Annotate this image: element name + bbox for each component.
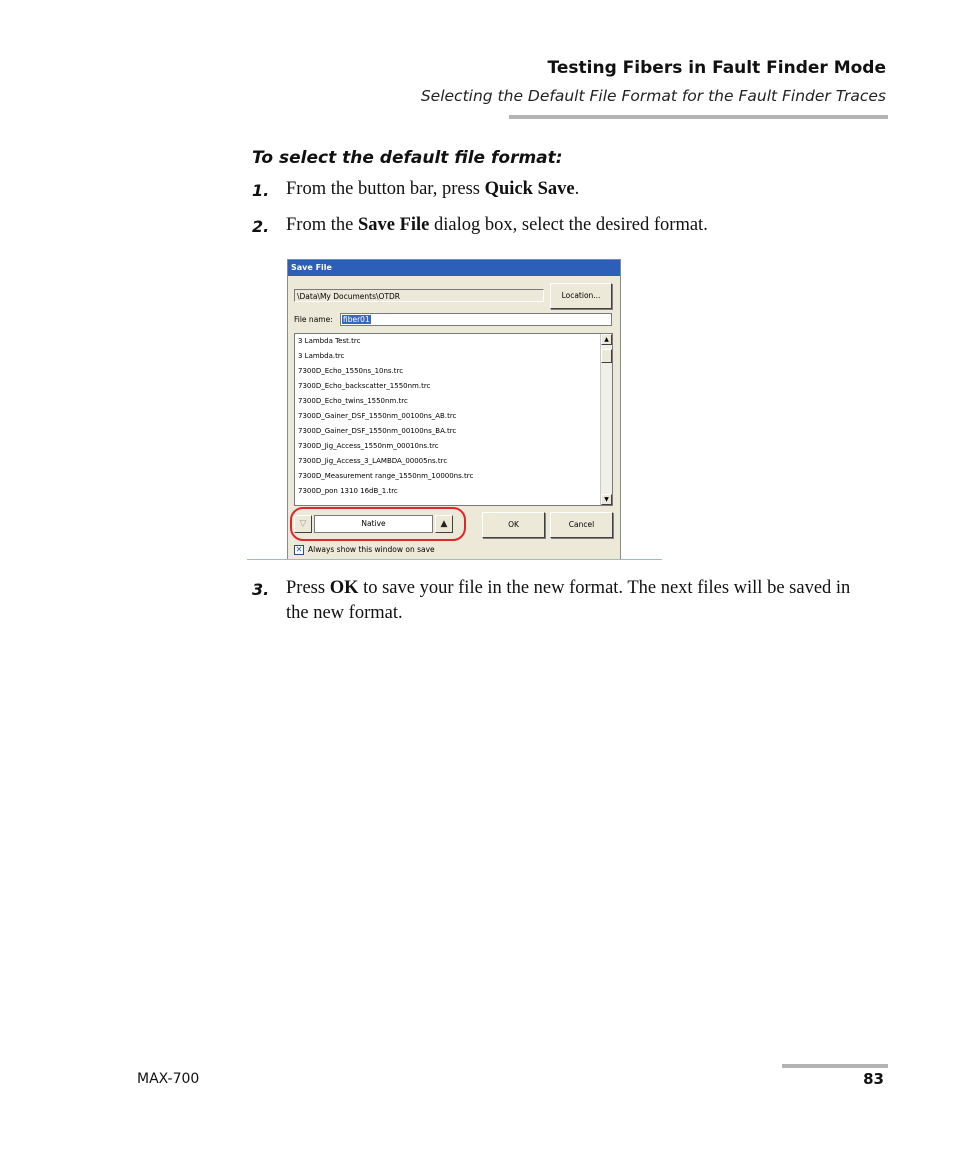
location-button[interactable]: Location... <box>550 283 612 309</box>
cancel-button[interactable]: Cancel <box>550 512 613 538</box>
procedure-heading: To select the default file format: <box>252 148 563 168</box>
list-item[interactable]: 7300D_Jig_Access_1550nm_00010ns.trc <box>298 442 439 450</box>
step-text: Press OK to save your file in the new format. The next files will be saved in the new format. <box>286 578 851 623</box>
ui-term: OK <box>329 578 359 598</box>
file-list[interactable] <box>294 333 613 506</box>
list-item[interactable]: 7300D_pon 1310 16dB_1.trc <box>298 487 398 495</box>
list-scrollbar[interactable] <box>600 334 612 505</box>
list-item[interactable]: 7300D_Gainer_DSF_1550nm_00100ns_AB.trc <box>298 412 457 420</box>
chapter-title: Testing Fibers in Fault Finder Mode <box>547 58 886 78</box>
always-show-row <box>294 544 435 555</box>
scroll-up-icon[interactable]: ▲ <box>601 334 612 345</box>
list-item[interactable]: 7300D_Jig_Access_3_LAMBDA_00005ns.trc <box>298 457 448 465</box>
figure-underline <box>247 559 662 560</box>
file-name-value: fiber01 <box>343 315 370 324</box>
format-value[interactable]: Native <box>314 515 433 533</box>
header-rule <box>509 115 888 119</box>
always-show-checkbox[interactable]: ✕ <box>295 545 303 554</box>
format-up-arrow-icon[interactable]: ▲ <box>435 515 453 533</box>
list-item[interactable]: 7300D_Echo_twins_1550nm.trc <box>298 397 408 405</box>
list-item[interactable]: 7300D_Echo_1550ns_10ns.trc <box>298 367 404 375</box>
step-number: 3. <box>252 580 270 599</box>
list-item[interactable]: 3 Lambda.trc <box>298 352 345 360</box>
step-text: From the button bar, press Quick Save. <box>286 179 580 199</box>
file-name-label: File name: <box>294 315 333 324</box>
scroll-thumb[interactable] <box>601 349 612 363</box>
path-field: \Data\My Documents\OTDR <box>294 289 544 302</box>
dialog-title-bar: Save File <box>288 260 620 276</box>
ui-term: Quick Save <box>484 179 575 199</box>
step-number: 1. <box>252 181 270 200</box>
list-item[interactable]: 7300D_Gainer_DSF_1550nm_00100ns_BA.trc <box>298 427 457 435</box>
format-highlight-callout <box>290 507 466 541</box>
always-show-label: Always show this window on save <box>308 545 435 554</box>
step-number: 2. <box>252 217 270 236</box>
section-subtitle: Selecting the Default File Format for the Fault Finder Traces <box>420 87 886 105</box>
file-name-input[interactable] <box>340 313 612 326</box>
list-item[interactable]: 7300D_Echo_backscatter_1550nm.trc <box>298 382 431 390</box>
product-name: MAX-700 <box>137 1071 200 1087</box>
step-text: From the Save File dialog box, select the desired format. <box>286 215 708 235</box>
page-number: 83 <box>863 1070 884 1088</box>
scroll-down-icon[interactable]: ▼ <box>601 494 612 505</box>
format-down-arrow-icon[interactable]: ▽ <box>294 515 312 533</box>
list-item[interactable]: 7300D_Measurement range_1550nm_10000ns.trc <box>298 472 474 480</box>
ui-term: Save File <box>357 215 430 235</box>
footer-rule <box>782 1064 888 1068</box>
ok-button[interactable]: OK <box>482 512 545 538</box>
list-item[interactable]: 3 Lambda Test.trc <box>298 337 361 345</box>
